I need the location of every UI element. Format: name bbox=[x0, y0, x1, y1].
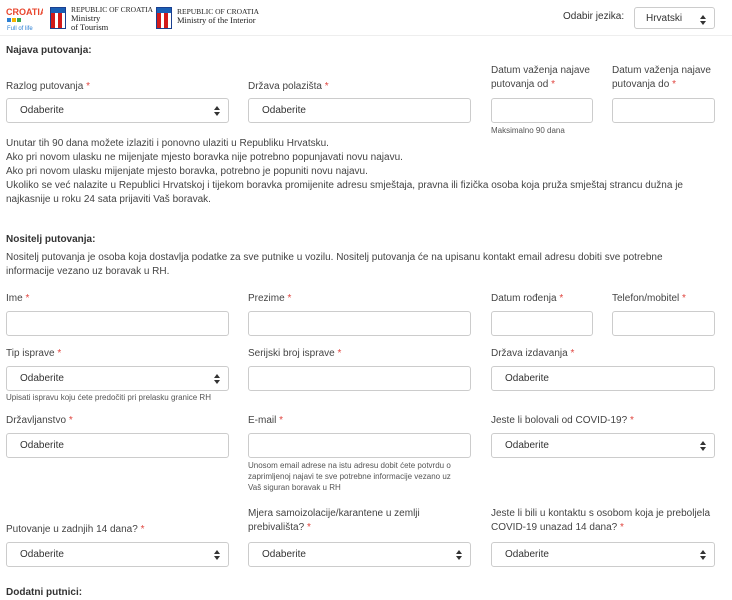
dob-input[interactable] bbox=[491, 311, 593, 336]
reason-label: Razlog putovanja * bbox=[6, 81, 90, 92]
email-label: E-mail * bbox=[248, 415, 284, 426]
language-select-value: Hrvatski bbox=[646, 13, 683, 24]
doc-type-help: Upisati ispravu koju ćete predočiti pri prelasku granice RH bbox=[6, 393, 211, 402]
covid-select-value: Odaberite bbox=[505, 440, 549, 451]
issuing-country-label: Država izdavanja * bbox=[491, 348, 575, 359]
dob-label: Datum rođenja * bbox=[491, 293, 564, 304]
first-name-label: Ime * bbox=[6, 293, 30, 304]
ministry-interior-label: REPUBLIC OF CROATIA Ministry of the Interior bbox=[177, 7, 260, 25]
language-label: Odabir jezika: bbox=[563, 11, 625, 22]
doc-serial-label: Serijski broj isprave * bbox=[248, 348, 342, 359]
contact-select[interactable] bbox=[491, 542, 715, 567]
language-select[interactable] bbox=[634, 7, 715, 29]
date-from-input[interactable] bbox=[491, 98, 593, 123]
select-arrows-icon bbox=[214, 105, 221, 117]
coat-of-arms-icon bbox=[50, 7, 66, 29]
coat-of-arms-icon bbox=[156, 7, 172, 29]
phone-label: Telefon/mobitel * bbox=[612, 293, 686, 304]
departure-country-value: Odaberite bbox=[262, 105, 306, 116]
last-name-input[interactable] bbox=[248, 311, 471, 336]
doc-type-label: Tip isprave * bbox=[6, 348, 62, 359]
isolation-label: Mjera samoizolacije/karantene u zemlji prebivališta? * bbox=[248, 508, 420, 533]
first-name-input[interactable] bbox=[6, 311, 229, 336]
date-to-label: Datum važenja najave putovanja do * bbox=[612, 65, 711, 90]
isolation-select-value: Odaberite bbox=[262, 549, 306, 560]
section-title-dodatni: Dodatni putnici: bbox=[6, 587, 83, 598]
nositelj-description: Nositelj putovanja je osoba koja dostavlja podatke za sve putnike u vozilu. Nositelj putovanja će na upisanu kontakt email adresu dobiti sve potrebne informacije vezano uz boravak u RH. bbox=[6, 252, 663, 277]
section-title-nositelj: Nositelj putovanja: bbox=[6, 234, 96, 245]
last-name-label: Prezime * bbox=[248, 293, 292, 304]
reason-select[interactable] bbox=[6, 98, 229, 123]
departure-country-field[interactable] bbox=[248, 98, 471, 123]
doc-type-select[interactable] bbox=[6, 366, 229, 391]
issuing-country-field[interactable] bbox=[491, 366, 715, 391]
select-arrows-icon bbox=[700, 440, 707, 452]
isolation-select[interactable] bbox=[248, 542, 471, 567]
issuing-country-value: Odaberite bbox=[505, 373, 549, 384]
select-arrows-icon bbox=[214, 373, 221, 385]
contact-select-value: Odaberite bbox=[505, 549, 549, 560]
section-title-najava: Najava putovanja: bbox=[6, 45, 92, 56]
covid-select[interactable] bbox=[491, 433, 715, 458]
departure-label: Država polazišta * bbox=[248, 81, 329, 92]
date-from-label: Datum važenja najave putovanja od * bbox=[491, 65, 590, 90]
croatia-tourism-logo bbox=[5, 4, 43, 32]
logo-brand-text: CROATIA bbox=[6, 7, 43, 17]
travel14-select-value: Odaberite bbox=[20, 549, 64, 560]
travel14-label: Putovanje u zadnjih 14 dana? * bbox=[6, 524, 145, 535]
email-help: Unosom email adrese na istu adresu dobit ćete potvrdu o zaprimljenoj najavi te sve potrebne informacije vezano uz Vaš siguran boravak u RH bbox=[248, 461, 451, 492]
citizenship-value: Odaberite bbox=[20, 440, 64, 451]
select-arrows-icon bbox=[700, 14, 707, 26]
select-arrows-icon bbox=[700, 549, 707, 561]
contact-label: Jeste li bili u kontaktu s osobom koja je preboljela COVID-19 unazad 14 dana? * bbox=[491, 508, 711, 533]
header bbox=[0, 0, 732, 36]
date-to-input[interactable] bbox=[612, 98, 715, 123]
najava-info-text: Unutar tih 90 dana možete izlaziti i ponovno ulaziti u Republiku Hrvatsku. Ako pri novom ulasku ne mijenjate mjesto boravka nije potrebno popunjavati novu najavu. Ako pri novom ulasku mijenjate mjesto boravka, potrebno je popuniti novu najavu. Ukoliko se već nalazite u Republici Hrvatskoj i tijekom boravka promijenite adresu smještaja, pravna ili fizička osoba koja pruža smještaj strancu dužna je najkasnije u roku 24 sata prijaviti Vaš boravak. bbox=[6, 138, 683, 205]
travel14-select[interactable] bbox=[6, 542, 229, 567]
logo-tagline-text: Full of life bbox=[7, 26, 33, 32]
doc-type-select-value: Odaberite bbox=[20, 373, 64, 384]
ministry-tourism-label: REPUBLIC OF CROATIA Ministry of Tourism bbox=[71, 5, 154, 32]
doc-serial-input[interactable] bbox=[248, 366, 471, 391]
email-input[interactable] bbox=[248, 433, 471, 458]
covid-label: Jeste li bolovali od COVID-19? * bbox=[491, 415, 634, 426]
select-arrows-icon bbox=[214, 549, 221, 561]
date-from-help: Maksimalno 90 dana bbox=[491, 126, 565, 135]
reason-select-value: Odaberite bbox=[20, 105, 64, 116]
citizenship-field[interactable] bbox=[6, 433, 229, 458]
citizenship-label: Državljanstvo * bbox=[6, 415, 73, 426]
phone-input[interactable] bbox=[612, 311, 715, 336]
select-arrows-icon bbox=[456, 549, 463, 561]
